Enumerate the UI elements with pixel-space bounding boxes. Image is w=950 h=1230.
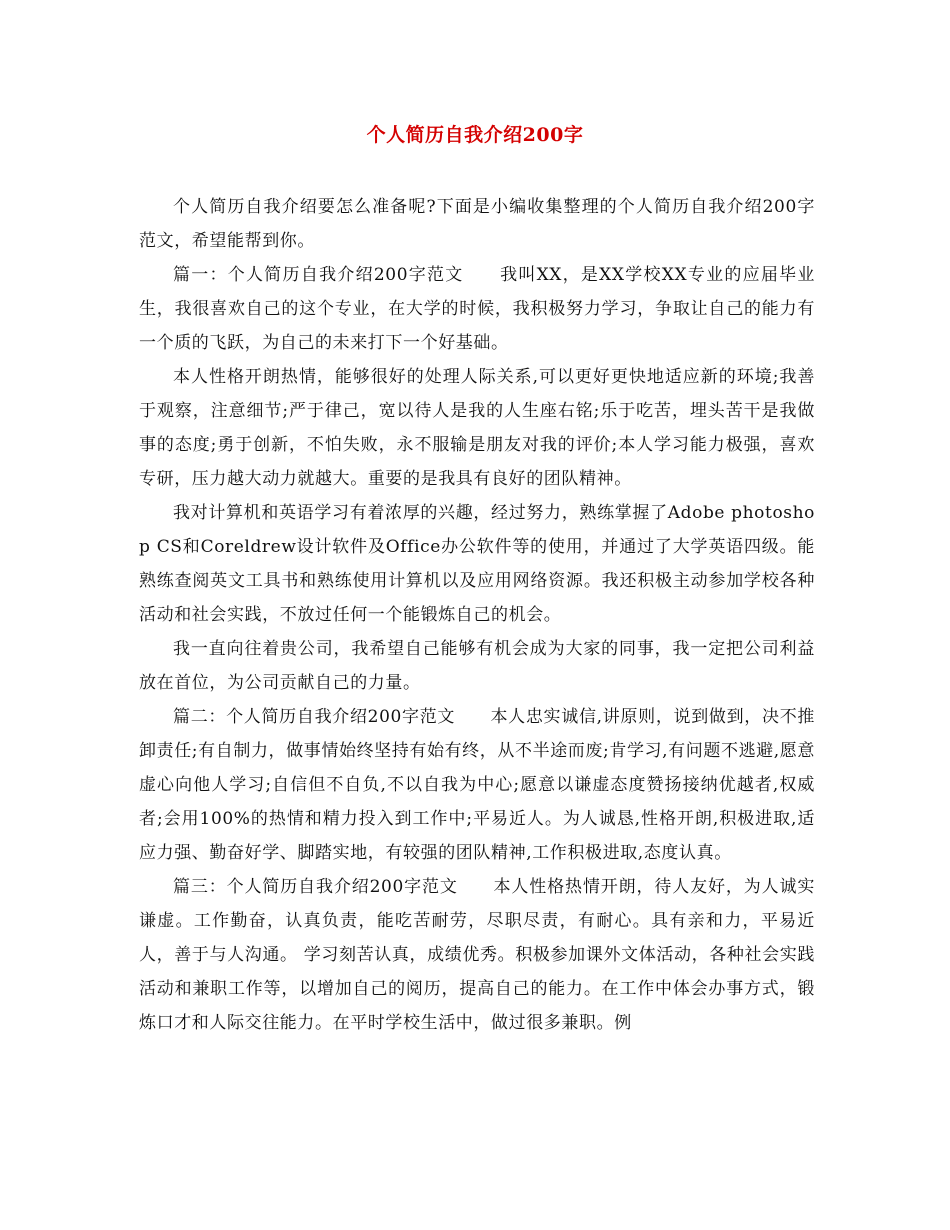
document-body	[139, 190, 815, 1040]
paragraph-part-three: 篇三：个人简历自我介绍200字范文 本人性格热情开朗，待人友好，为人诚实谦虚。工作勤奋，认真负责，能吃苦耐劳，尽职尽责，有耐心。具有亲和力，平易近人，善于与人沟通。 学习刻苦认真，成绩优秀。积极参加课外文体活动，各种社会实践活动和兼职工作等，以增加自己的阅历，提高自己的能力。在工作中体会办事方式，锻炼口才和人际交往能力。在平时学校生活中，做过很多兼职。例	[139, 877, 815, 1033]
paragraph-intro: 个人简历自我介绍要怎么准备呢?下面是小编收集整理的个人简历自我介绍200字范文，希望能帮到你。	[139, 197, 815, 251]
paragraph-part-two: 篇二：个人简历自我介绍200字范文 本人忠实诚信,讲原则，说到做到，决不推卸责任;有自制力，做事情始终坚持有始有终，从不半途而废;肯学习,有问题不逃避,愿意虚心向他人学习;自信但不自负,不以自我为中心;愿意以谦虚态度赞扬接纳优越者,权威者;会用100%的热情和精力投入到工作中;平易近人。为人诚恳,性格开朗,积极进取,适应力强、勤奋好学、脚踏实地，有较强的团队精神,工作积极进取,态度认真。	[139, 707, 815, 863]
paragraph-aspiration: 我一直向往着贵公司，我希望自己能够有机会成为大家的同事，我一定把公司利益放在首位，为公司贡献自己的力量。	[139, 639, 815, 693]
document-title: 个人简历自我介绍200字	[366, 124, 584, 146]
paragraph-skills: 我对计算机和英语学习有着浓厚的兴趣，经过努力，熟练掌握了Adobe photoshop CS和Coreldrew设计软件及Office办公软件等的使用，并通过了大学英语四级。能熟练查阅英文工具书和熟练使用计算机以及应用网络资源。我还积极主动参加学校各种活动和社会实践，不放过任何一个能锻炼自己的机会。	[139, 503, 815, 625]
paragraph-part-one: 篇一：个人简历自我介绍200字范文 我叫XX，是XX学校XX专业的应届毕业生，我很喜欢自己的这个专业，在大学的时候，我积极努力学习，争取让自己的能力有一个质的飞跃，为自己的未来打下一个好基础。	[139, 265, 815, 353]
paragraph-personality: 本人性格开朗热情，能够很好的处理人际关系,可以更好更快地适应新的环境;我善于观察，注意细节;严于律己，宽以待人是我的人生座右铭;乐于吃苦，埋头苦干是我做事的态度;勇于创新，不怕失败，永不服输是朋友对我的评价;本人学习能力极强，喜欢专研，压力越大动力就越大。重要的是我具有良好的团队精神。	[139, 367, 815, 489]
